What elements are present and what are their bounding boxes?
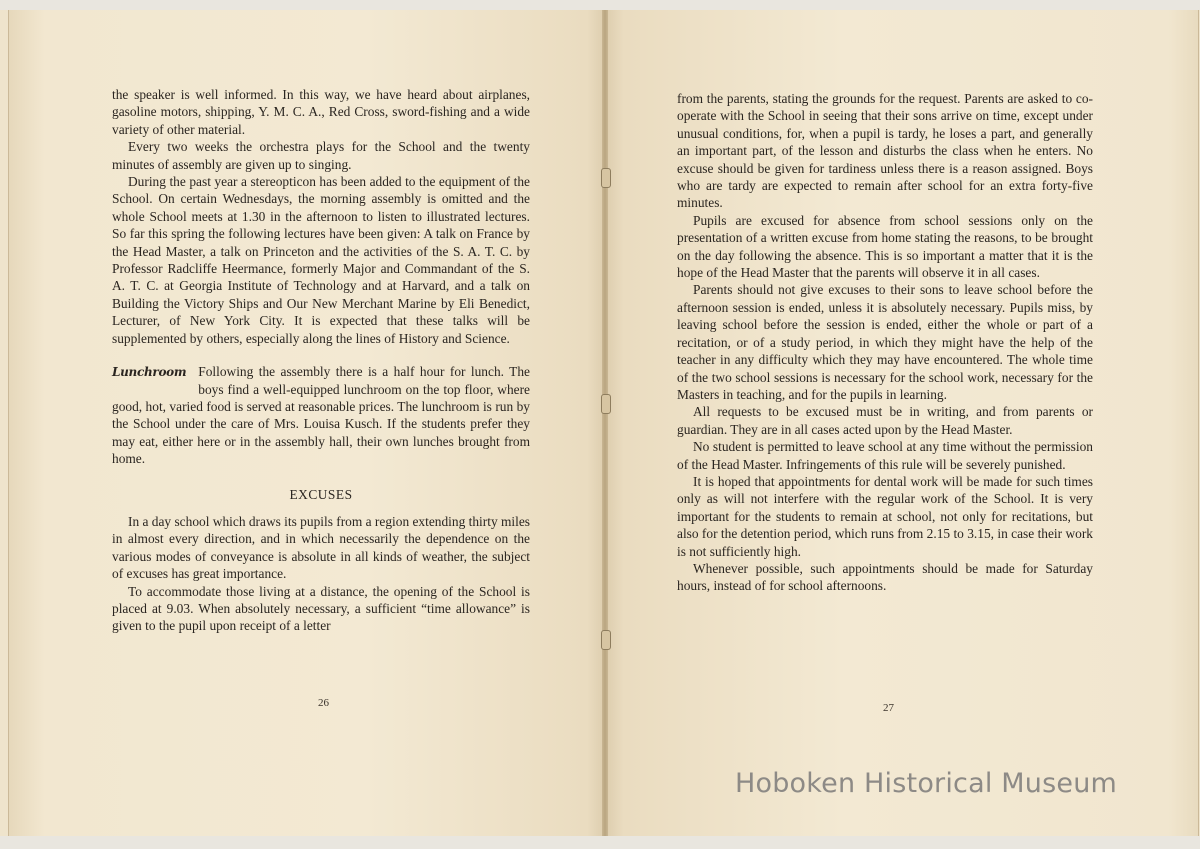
paragraph: In a day school which draws its pupils from a region extending thirty miles in almost every direction, and in which necessarily the dependence on the various modes of conveyance is absolute in all kinds of weather, the subject of excuses has great importance. bbox=[112, 513, 531, 582]
binding-stitch bbox=[601, 168, 611, 188]
paragraph: It is hoped that appointments for dental work will be made for such times only as will not interfere with the regular work of the School. It is very important for the students to remain at school, not only for recitations, but also for the detention period, which runs from 2.15 to 3.15, in case their work is not sufficiently high. bbox=[677, 473, 1093, 559]
binding-stitch bbox=[601, 630, 611, 650]
paragraph: Whenever possible, such appointments should be made for Saturday hours, instead of for school afternoons. bbox=[677, 560, 1093, 594]
paragraph: the speaker is well informed. In this way, we have heard about airplanes, gasoline motors, shipping, Y. M. C. A., Red Cross, sword-fishing and a wide variety of other material. bbox=[112, 87, 530, 137]
left-page-text bbox=[112, 86, 530, 635]
paragraph: No student is permitted to leave school at any time without the permission of the Head Master. Infringements of this rule will be severely punished. bbox=[677, 439, 1093, 472]
lunchroom-heading: Lunchroom bbox=[112, 365, 187, 380]
page-number: 27 bbox=[883, 702, 894, 714]
paragraph: Parents should not give excuses to their sons to leave school before the afternoon session is ended, unless it is absolutely necessary. Pupils miss, by leaving school before the session is ended, either the whole or part of a recitation, or of a study period, in which they might have the help of the teacher in any difficulty which they may have encountered. The whole time of the two school sessions is necessary for the school work, necessary for the Masters in teaching, and for the pupils in learning. bbox=[677, 282, 1093, 402]
book-gutter bbox=[602, 10, 608, 836]
binding-stitch bbox=[601, 394, 611, 414]
paragraph: All requests to be excused must be in writing, and from parents or guardian. They are in all cases acted upon by the Head Master. bbox=[677, 404, 1093, 437]
lunchroom-text: Following the assembly there is a half hour for lunch. The boys find a well-equipped lunchroom on the top floor, where good, hot, varied food is served at reasonable prices. The lunchroom is run by the School under the care of Mrs. Louisa Kusch. If the students prefer they may eat, either here or in the assembly hall, their own lunches brought from home. bbox=[112, 364, 530, 467]
section-title: EXCUSES bbox=[289, 486, 353, 502]
museum-watermark: Hoboken Historical Museum bbox=[735, 768, 1118, 799]
paragraph: Pupils are excused for absence from school sessions only on the presentation of a written excuse from home stating the reasons, to be brought on the day following the absence. This is so important a matter that it is the hope of the Head Master that the parents will observe it in all cases. bbox=[677, 212, 1093, 281]
lunchroom-paragraph bbox=[112, 363, 530, 467]
page-number: 26 bbox=[318, 697, 329, 709]
paragraph: During the past year a stereopticon has been added to the equipment of the School. On certain Wednesdays, the morning assembly is omitted and the whole School meets at 1.30 in the afternoon to listen to illustrated lectures. So far this spring the following lectures have been given: A talk on France by the Head Master, a talk on Princeton and the activities of the S. A. T. C. by Professor Radcliffe Heermance, formerly Major and Commandant of the S. A. T. C. at Georgia Institute of Technology and at Harvard, and a talk on Building the Victory Ships and Our New Merchant Marine by Eli Benedict, Lecturer, of New York City. It is expected that these talks will be supplemented by others, especially along the lines of History and Science. bbox=[112, 174, 530, 346]
right-page-text bbox=[677, 90, 1093, 595]
paragraph: To accommodate those living at a distance, the opening of the School is placed at 9.03. When absolutely necessary, a sufficient “time allowance” is given to the pupil upon receipt of a letter bbox=[112, 583, 530, 634]
paragraph: from the parents, stating the grounds for the request. Parents are asked to co-operate with the School in seeing that their sons arrive on time, except under unusual conditions, for, when a pupil is tardy, he loses a part, and generally an important part, of the lesson and disturbs the class when he enters. No excuse should be given for tardiness unless there is a reason assigned. Boys who are tardy are expected to remain after school for an extra forty-five minutes. bbox=[677, 91, 1093, 211]
paragraph: Every two weeks the orchestra plays for the School and the twenty minutes of assembly are given up to singing. bbox=[112, 139, 530, 172]
